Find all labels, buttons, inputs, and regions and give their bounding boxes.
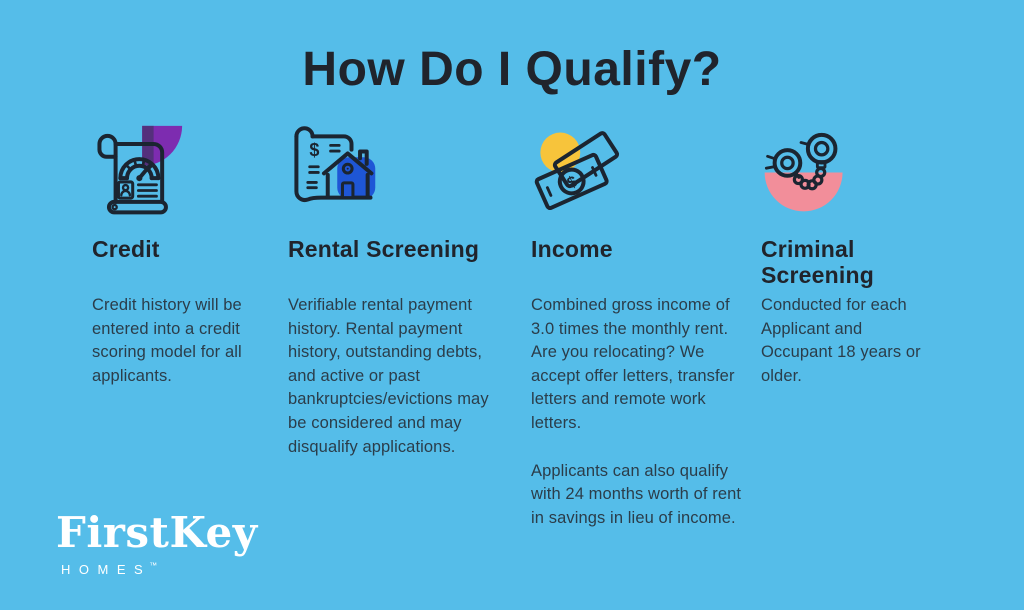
column-heading-rental-screening: Rental Screening [288,236,480,262]
credit-report-gauge-icon [92,124,272,220]
rental-scroll-house-icon [288,124,503,220]
dollar-glyph: $ [309,139,320,160]
column-criminal-screening [761,124,929,412]
logo-wordmark: FirstKey [56,508,258,557]
logo-subtitle [56,561,258,577]
logo-homes-text: HOMES [61,562,152,577]
money-bills-icon-graphic [528,124,623,219]
handcuffs-icon-graphic [758,124,853,219]
column-paragraph-credit: Credit history will be entered into a credit scoring model for all applicants. [92,296,242,385]
column-heading-credit: Credit [92,236,160,262]
rental-scroll-house-icon-graphic [285,124,380,219]
page-title: How Do I Qualify? [302,43,722,96]
dollar-glyph: $ [564,172,580,193]
column-heading-criminal-screening: Criminal Screening [761,236,875,289]
money-bills-icon [531,124,753,220]
firstkey-logo [56,508,258,577]
column-heading-income: Income [531,236,613,262]
column-income [531,124,753,554]
trademark-symbol: ™ [149,561,158,570]
column-paragraph-criminal-screening: Conducted for each Applicant and Occupant 18 years or older. [761,296,921,385]
column-credit [92,124,272,412]
column-rental-screening [288,124,503,483]
handcuffs-icon [761,124,929,220]
column-paragraph-rental-screening: Verifiable rental payment history. Rental payment history, outstanding debts, and active or past bankruptcies/evictions may be considered and may disqualify applications. [288,296,489,456]
column-paragraph-income-1: Combined gross income of 3.0 times the monthly rent. Are you relocating? We accept offer letters, transfer letters and remote work letters. [531,296,735,432]
credit-report-gauge-icon-graphic [89,124,184,219]
column-paragraph-income-2: Applicants can also qualify with 24 months worth of rent in savings in lieu of income. [531,461,742,527]
